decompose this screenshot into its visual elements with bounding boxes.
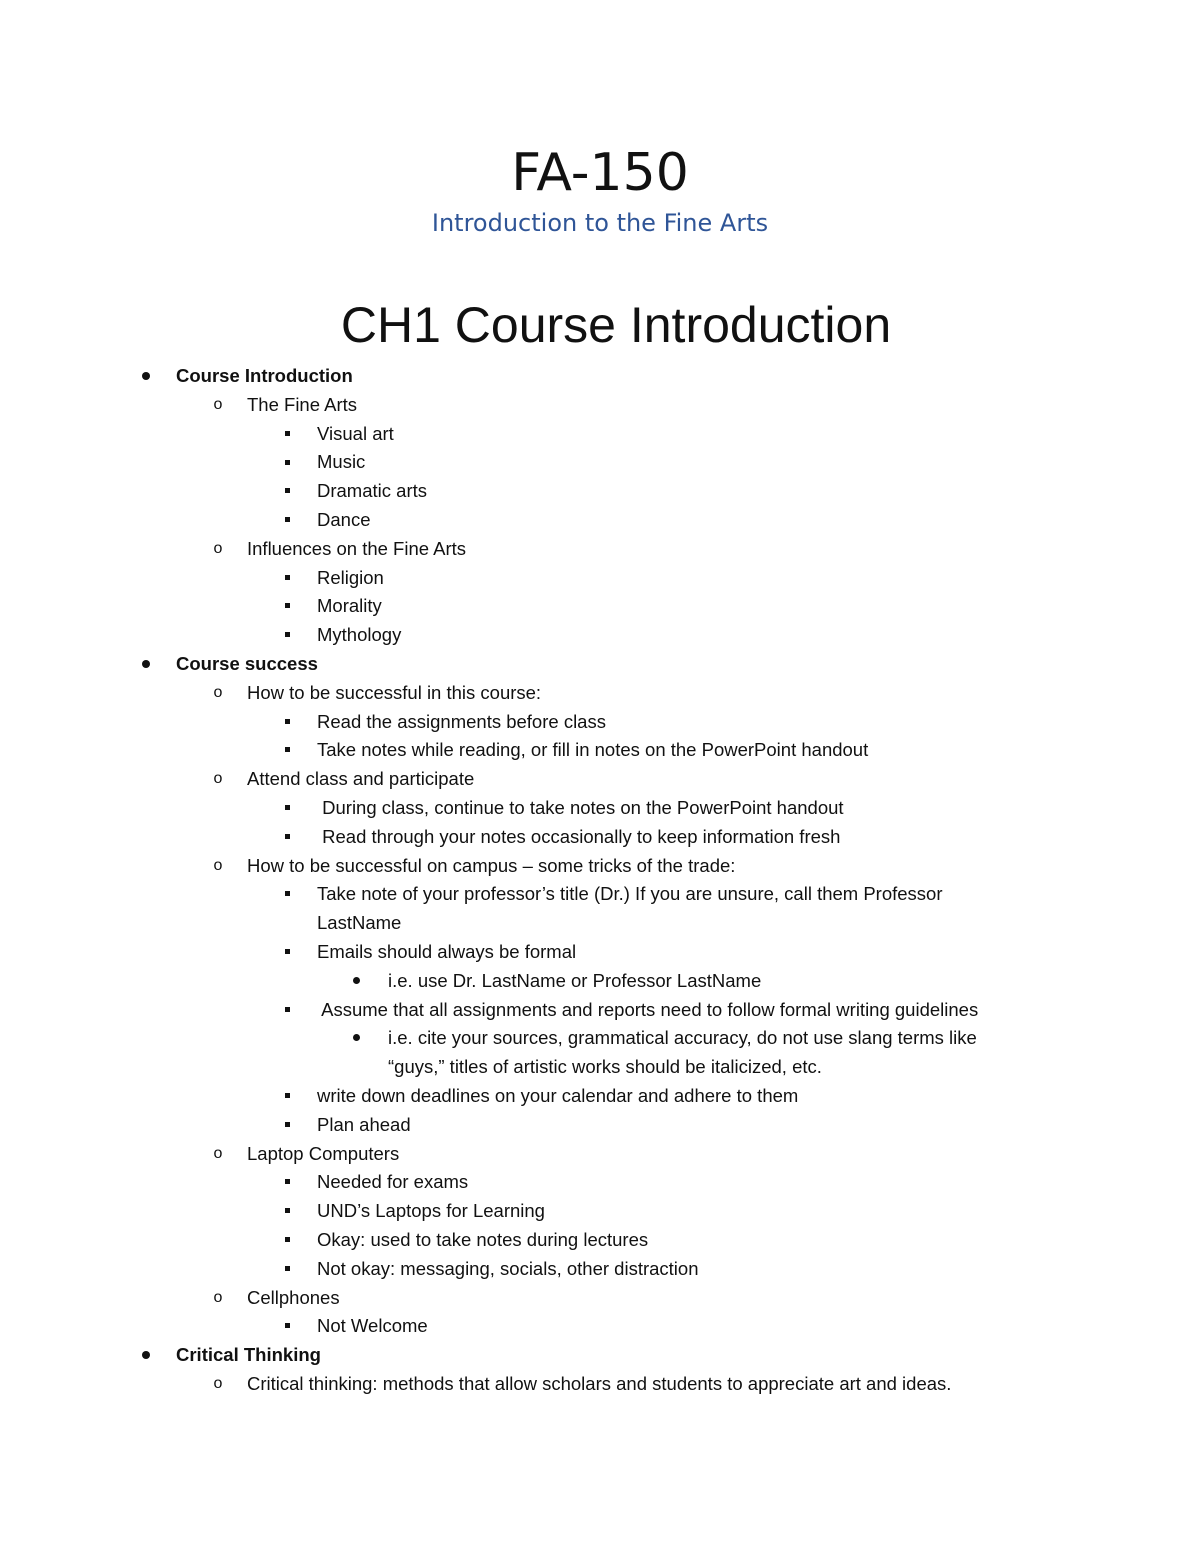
list-item-text: Take notes while reading, or fill in notes on the PowerPoint handout: [317, 739, 869, 761]
list-item-text: LastName: [317, 912, 402, 934]
square-bullet-icon: [279, 1312, 295, 1341]
outline-item-critical-thinking: [0, 1341, 1200, 1370]
outline-item-label: Course success: [176, 652, 318, 674]
square-bullet-icon: [279, 880, 295, 909]
outline-item-laptops: [0, 1140, 1200, 1169]
outline-list: [0, 362, 1200, 1399]
square-bullet-icon: [279, 448, 295, 477]
bullet-icon: [348, 1024, 364, 1053]
square-bullet-icon: [279, 564, 295, 593]
outline-item-label: Attend class and participate: [247, 768, 475, 790]
list-item: [0, 1226, 1200, 1255]
outline-item-fine-arts: [0, 391, 1200, 420]
square-bullet-icon: [279, 823, 295, 852]
outline-item-course-success: [0, 650, 1200, 679]
list-item-text: Read through your notes occasionally to keep information fresh: [317, 825, 841, 847]
list-item: [0, 592, 1200, 621]
list-item-text: Okay: used to take notes during lectures: [317, 1228, 649, 1250]
square-bullet-icon: [279, 996, 295, 1025]
list-item-text: During class, continue to take notes on the PowerPoint handout: [317, 796, 844, 818]
square-bullet-icon: [279, 938, 295, 967]
outline-item-label: Course Introduction: [176, 365, 353, 386]
square-bullet-icon: [279, 592, 295, 621]
list-item-text: Music: [317, 451, 366, 473]
list-item: [0, 823, 1200, 852]
square-bullet-icon: [279, 506, 295, 535]
chapter-heading: CH1 Course Introduction: [340, 297, 892, 353]
outline-item-how-course: [0, 679, 1200, 708]
list-item-text: Not okay: messaging, socials, other distraction: [317, 1257, 699, 1279]
list-item: [0, 420, 1200, 449]
circle-bullet-icon: o: [213, 683, 223, 701]
bullet-icon: [138, 362, 154, 391]
outline-item-cellphones: [0, 1284, 1200, 1313]
list-item-text: i.e. use Dr. LastName or Professor LastName: [388, 969, 762, 991]
list-item-text: Dance: [317, 508, 371, 530]
circle-bullet-icon: o: [213, 395, 223, 413]
list-item: [0, 967, 1200, 996]
square-bullet-icon: [279, 1168, 295, 1197]
outline-item-label: Cellphones: [247, 1286, 340, 1308]
list-item-text: “guys,” titles of artistic works should be italicized, etc.: [388, 1056, 822, 1078]
list-item-text: Religion: [317, 566, 384, 588]
square-bullet-icon: [279, 1226, 295, 1255]
list-item: [0, 1111, 1200, 1140]
outline-item-label: The Fine Arts: [247, 393, 358, 415]
list-item-text: Mythology: [317, 624, 402, 646]
outline-item-label: How to be successful in this course:: [247, 681, 542, 703]
square-bullet-icon: [279, 477, 295, 506]
list-item-text: Plan ahead: [317, 1113, 411, 1135]
list-item: [0, 736, 1200, 765]
circle-bullet-icon: o: [213, 856, 223, 874]
square-bullet-icon: [279, 1255, 295, 1284]
course-code-title: FA-150: [511, 143, 689, 203]
list-item-text: UND’s Laptops for Learning: [317, 1200, 545, 1222]
list-item: [0, 794, 1200, 823]
outline-item-attend: [0, 765, 1200, 794]
circle-bullet-icon: o: [213, 539, 223, 557]
list-item: [0, 1255, 1200, 1284]
outline-item-campus: [0, 852, 1200, 881]
square-bullet-icon: [279, 420, 295, 449]
list-item-text: Emails should always be formal: [317, 940, 577, 962]
bullet-icon: [138, 650, 154, 679]
list-item: [0, 880, 1200, 909]
outline-item-label: Influences on the Fine Arts: [247, 537, 467, 559]
list-item: [0, 1082, 1200, 1111]
square-bullet-icon: [279, 1111, 295, 1140]
list-item-continuation: [0, 1053, 1200, 1082]
list-item-text: Visual art: [317, 422, 394, 444]
list-item: [0, 996, 1200, 1025]
outline-item-label: Laptop Computers: [247, 1142, 400, 1164]
list-item: [0, 564, 1200, 593]
outline-item-label: Critical thinking: methods that allow scholars and students to appreciate art and ideas.: [247, 1372, 952, 1394]
bullet-icon: [348, 967, 364, 996]
list-item: [0, 621, 1200, 650]
list-item: [0, 448, 1200, 477]
list-item: [0, 1168, 1200, 1197]
list-item-text: Dramatic arts: [317, 480, 427, 502]
list-item-continuation: [0, 909, 1200, 938]
circle-bullet-icon: o: [213, 1288, 223, 1306]
list-item-text: Needed for exams: [317, 1171, 469, 1193]
circle-bullet-icon: o: [213, 770, 223, 788]
outline-item-critical-definition: [0, 1370, 1200, 1399]
square-bullet-icon: [279, 1082, 295, 1111]
list-item: [0, 1312, 1200, 1341]
square-bullet-icon: [279, 621, 295, 650]
outline-item-label: Critical Thinking: [176, 1344, 321, 1366]
bullet-icon: [138, 1341, 154, 1370]
list-item-text: Read the assignments before class: [317, 710, 606, 732]
list-item: [0, 708, 1200, 737]
list-item-text: Take note of your professor’s title (Dr.) If you are unsure, call them Professor: [317, 883, 943, 905]
circle-bullet-icon: o: [213, 1144, 223, 1162]
list-item: [0, 938, 1200, 967]
square-bullet-icon: [279, 1197, 295, 1226]
list-item-text: Not Welcome: [317, 1315, 428, 1337]
list-item: [0, 477, 1200, 506]
outline-item-course-introduction: [0, 362, 1200, 391]
list-item-text: Assume that all assignments and reports need to follow formal writing guidelines: [317, 998, 979, 1020]
square-bullet-icon: [279, 794, 295, 823]
outline-item-label: How to be successful on campus – some tricks of the trade:: [247, 854, 736, 876]
square-bullet-icon: [279, 708, 295, 737]
list-item: [0, 1024, 1200, 1053]
list-item: [0, 506, 1200, 535]
list-item-text: write down deadlines on your calendar and adhere to them: [317, 1084, 799, 1106]
list-item-text: Morality: [317, 595, 382, 617]
outline-item-influences: [0, 535, 1200, 564]
square-bullet-icon: [279, 736, 295, 765]
circle-bullet-icon: o: [213, 1374, 223, 1392]
course-subtitle: Introduction to the Fine Arts: [431, 209, 769, 237]
list-item: [0, 1197, 1200, 1226]
list-item-text: i.e. cite your sources, grammatical accuracy, do not use slang terms like: [388, 1027, 977, 1049]
